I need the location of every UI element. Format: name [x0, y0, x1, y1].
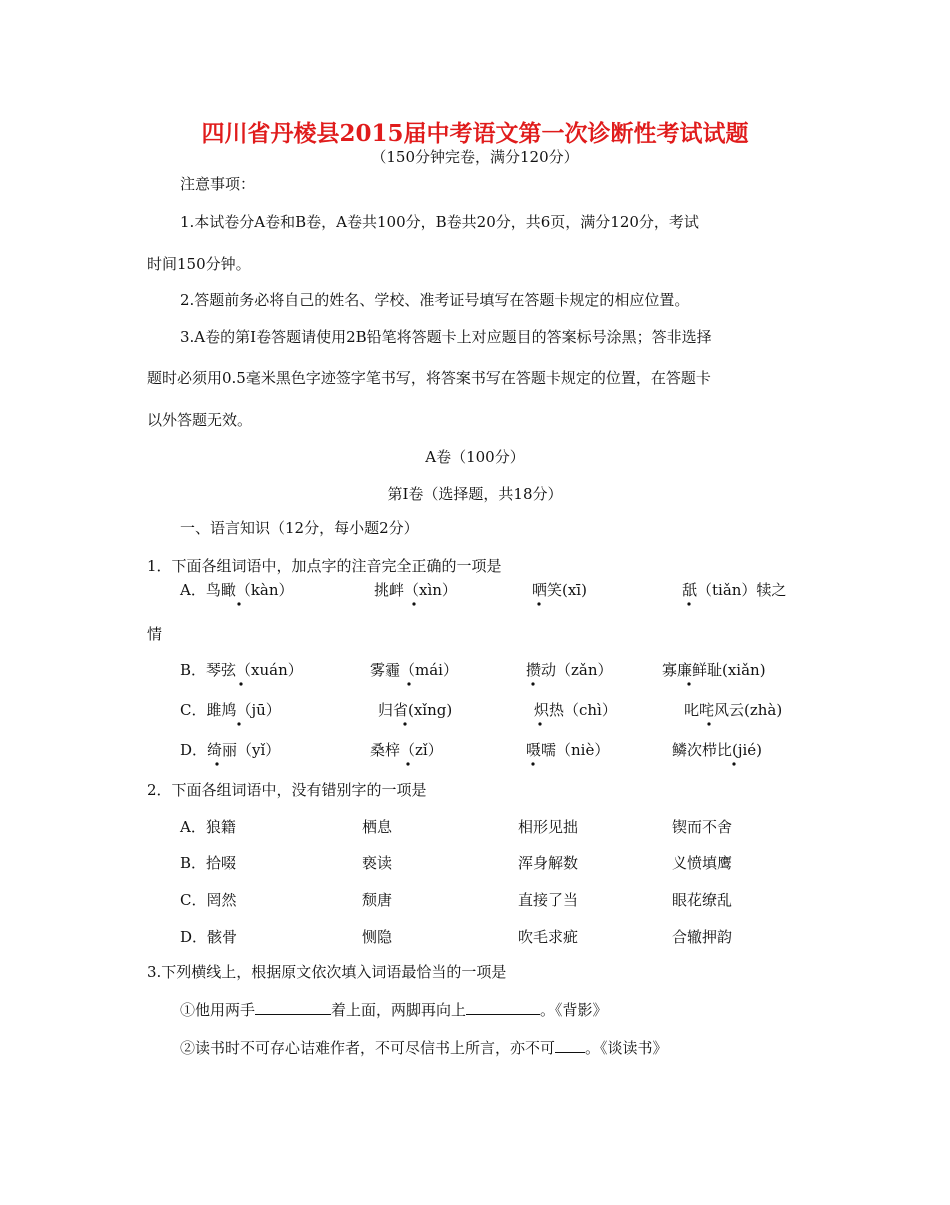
emphasis-dot: [412, 602, 415, 605]
q2-option-b-4: 义愤填鹰: [672, 854, 733, 872]
emphasis-dot: [687, 602, 690, 605]
emphasis-dot: [732, 762, 735, 765]
q1-option-a-3: 哂笑(xī): [532, 581, 587, 599]
q2-option-d-4: 合辙押韵: [672, 928, 733, 946]
q1-option-d-2: 桑梓（zǐ）: [370, 741, 443, 759]
q1-option-c-1: C．雎鸠（jū）: [180, 701, 281, 719]
part-1-heading: 第Ⅰ卷（选择题，共18分）: [387, 485, 563, 503]
notice-1-line-1: 1.本试卷分A卷和B卷，A卷共100分，B卷共20分，共6页，满分120分，考试: [180, 213, 699, 231]
emphasis-dot: [403, 722, 406, 725]
q2-option-d-3: 吹毛求疵: [518, 928, 579, 946]
emphasis-dot: [239, 682, 242, 685]
page-title: 四川省丹棱县2015届中考语文第一次诊断性考试试题: [201, 120, 749, 147]
q2-option-d-1: D．骸骨: [180, 928, 238, 946]
q2-option-a-3: 相形见拙: [518, 818, 579, 836]
q2-option-c-4: 眼花缭乱: [672, 891, 733, 909]
notice-3-line-3: 以外答题无效。: [147, 411, 253, 429]
q2-option-b-3: 浑身解数: [518, 854, 579, 872]
q1-option-a-wrap: 情: [147, 625, 163, 643]
q1-option-b-3: 攒动（zǎn）: [526, 661, 613, 679]
q1-option-d-1: D．绮丽（yǐ）: [180, 741, 281, 759]
q3-s1-part-2: 着上面，两脚再向上: [331, 1001, 467, 1019]
emphasis-dot: [406, 762, 409, 765]
notice-1-line-2: 时间150分钟。: [147, 255, 251, 273]
emphasis-dot: [531, 682, 534, 685]
emphasis-dot: [237, 602, 240, 605]
q1-option-c-3: 炽热（chì）: [534, 701, 617, 719]
q1-option-a-1: A．鸟瞰（kàn）: [180, 581, 294, 599]
emphasis-dot: [687, 682, 690, 685]
q2-option-a-4: 锲而不舍: [672, 818, 733, 836]
q3-s2-part-1: ②读书时不可存心诘难作者，不可尽信书上所言，亦不可: [180, 1039, 556, 1057]
emphasis-dot: [407, 682, 410, 685]
q3-s1-part-3: 。《背影》: [540, 1001, 608, 1019]
emphasis-dot: [537, 602, 540, 605]
q1-option-b-2: 雾霾（mái）: [370, 661, 458, 679]
emphasis-dot: [707, 722, 710, 725]
q1-option-d-4: 鳞次栉比(jié): [672, 741, 763, 759]
emphasis-dot: [237, 722, 240, 725]
q3-sentence-2: [180, 1038, 668, 1058]
q2-option-c-2: 颓唐: [362, 891, 393, 909]
emphasis-dot: [538, 722, 541, 725]
emphasis-dot: [215, 762, 218, 765]
q2-option-b-1: B．拾啜: [180, 854, 237, 872]
q3-s1-part-1: ①他用两手: [180, 1001, 256, 1019]
q3-blank-1: [255, 1000, 331, 1015]
page-subtitle: （150分钟完卷，满分120分）: [371, 148, 579, 166]
notice-heading: 注意事项：: [180, 175, 256, 193]
q1-option-b-1: B．琴弦（xuán）: [180, 661, 303, 679]
q2-option-a-1: A．狼籍: [180, 818, 236, 836]
notice-3-line-1: 3.A卷的第Ⅰ卷答题请使用2B铅笔将答题卡上对应题目的答案标号涂黑；答非选择: [180, 328, 712, 346]
notice-2: 2.答题前务必将自己的姓名、学校、准考证号填写在答题卡规定的相应位置。: [180, 291, 690, 309]
q1-option-a-2: 挑衅（xìn）: [374, 581, 457, 599]
q3-stem: 3.下列横线上，根据原文依次填入词语最恰当的一项是: [147, 963, 507, 981]
q2-option-c-3: 直接了当: [518, 891, 579, 909]
q2-option-b-2: 亵读: [362, 854, 393, 872]
q2-stem: 2．下面各组词语中，没有错别字的一项是: [147, 781, 427, 799]
q1-option-a-4: 舐（tiǎn）犊之: [682, 581, 787, 599]
q2-option-c-1: C．罔然: [180, 891, 237, 909]
q3-blank-2: [466, 1000, 540, 1015]
q1-option-b-4: 寡廉鲜耻(xiǎn): [662, 661, 766, 679]
q3-blank-3: [555, 1038, 585, 1053]
volume-a-heading: A卷（100分）: [425, 448, 525, 466]
q2-option-a-2: 栖息: [362, 818, 393, 836]
q1-stem: 1．下面各组词语中，加点字的注音完全正确的一项是: [147, 557, 502, 575]
q1-option-d-3: 嗫嚅（niè）: [526, 741, 610, 759]
q1-option-c-4: 叱咤风云(zhà): [684, 701, 783, 719]
emphasis-dot: [531, 762, 534, 765]
q2-option-d-2: 恻隐: [362, 928, 393, 946]
q3-s2-part-2: 。《谈读书》: [585, 1039, 668, 1057]
q3-sentence-1: [180, 1000, 608, 1020]
q1-option-c-2: 归省(xǐng): [378, 701, 453, 719]
section-1-heading: 一、语言知识（12分，每小题2分）: [180, 519, 419, 537]
notice-3-line-2: 题时必须用0.5毫米黑色字迹签字笔书写，将答案书写在答题卡规定的位置，在答题卡: [147, 369, 711, 387]
